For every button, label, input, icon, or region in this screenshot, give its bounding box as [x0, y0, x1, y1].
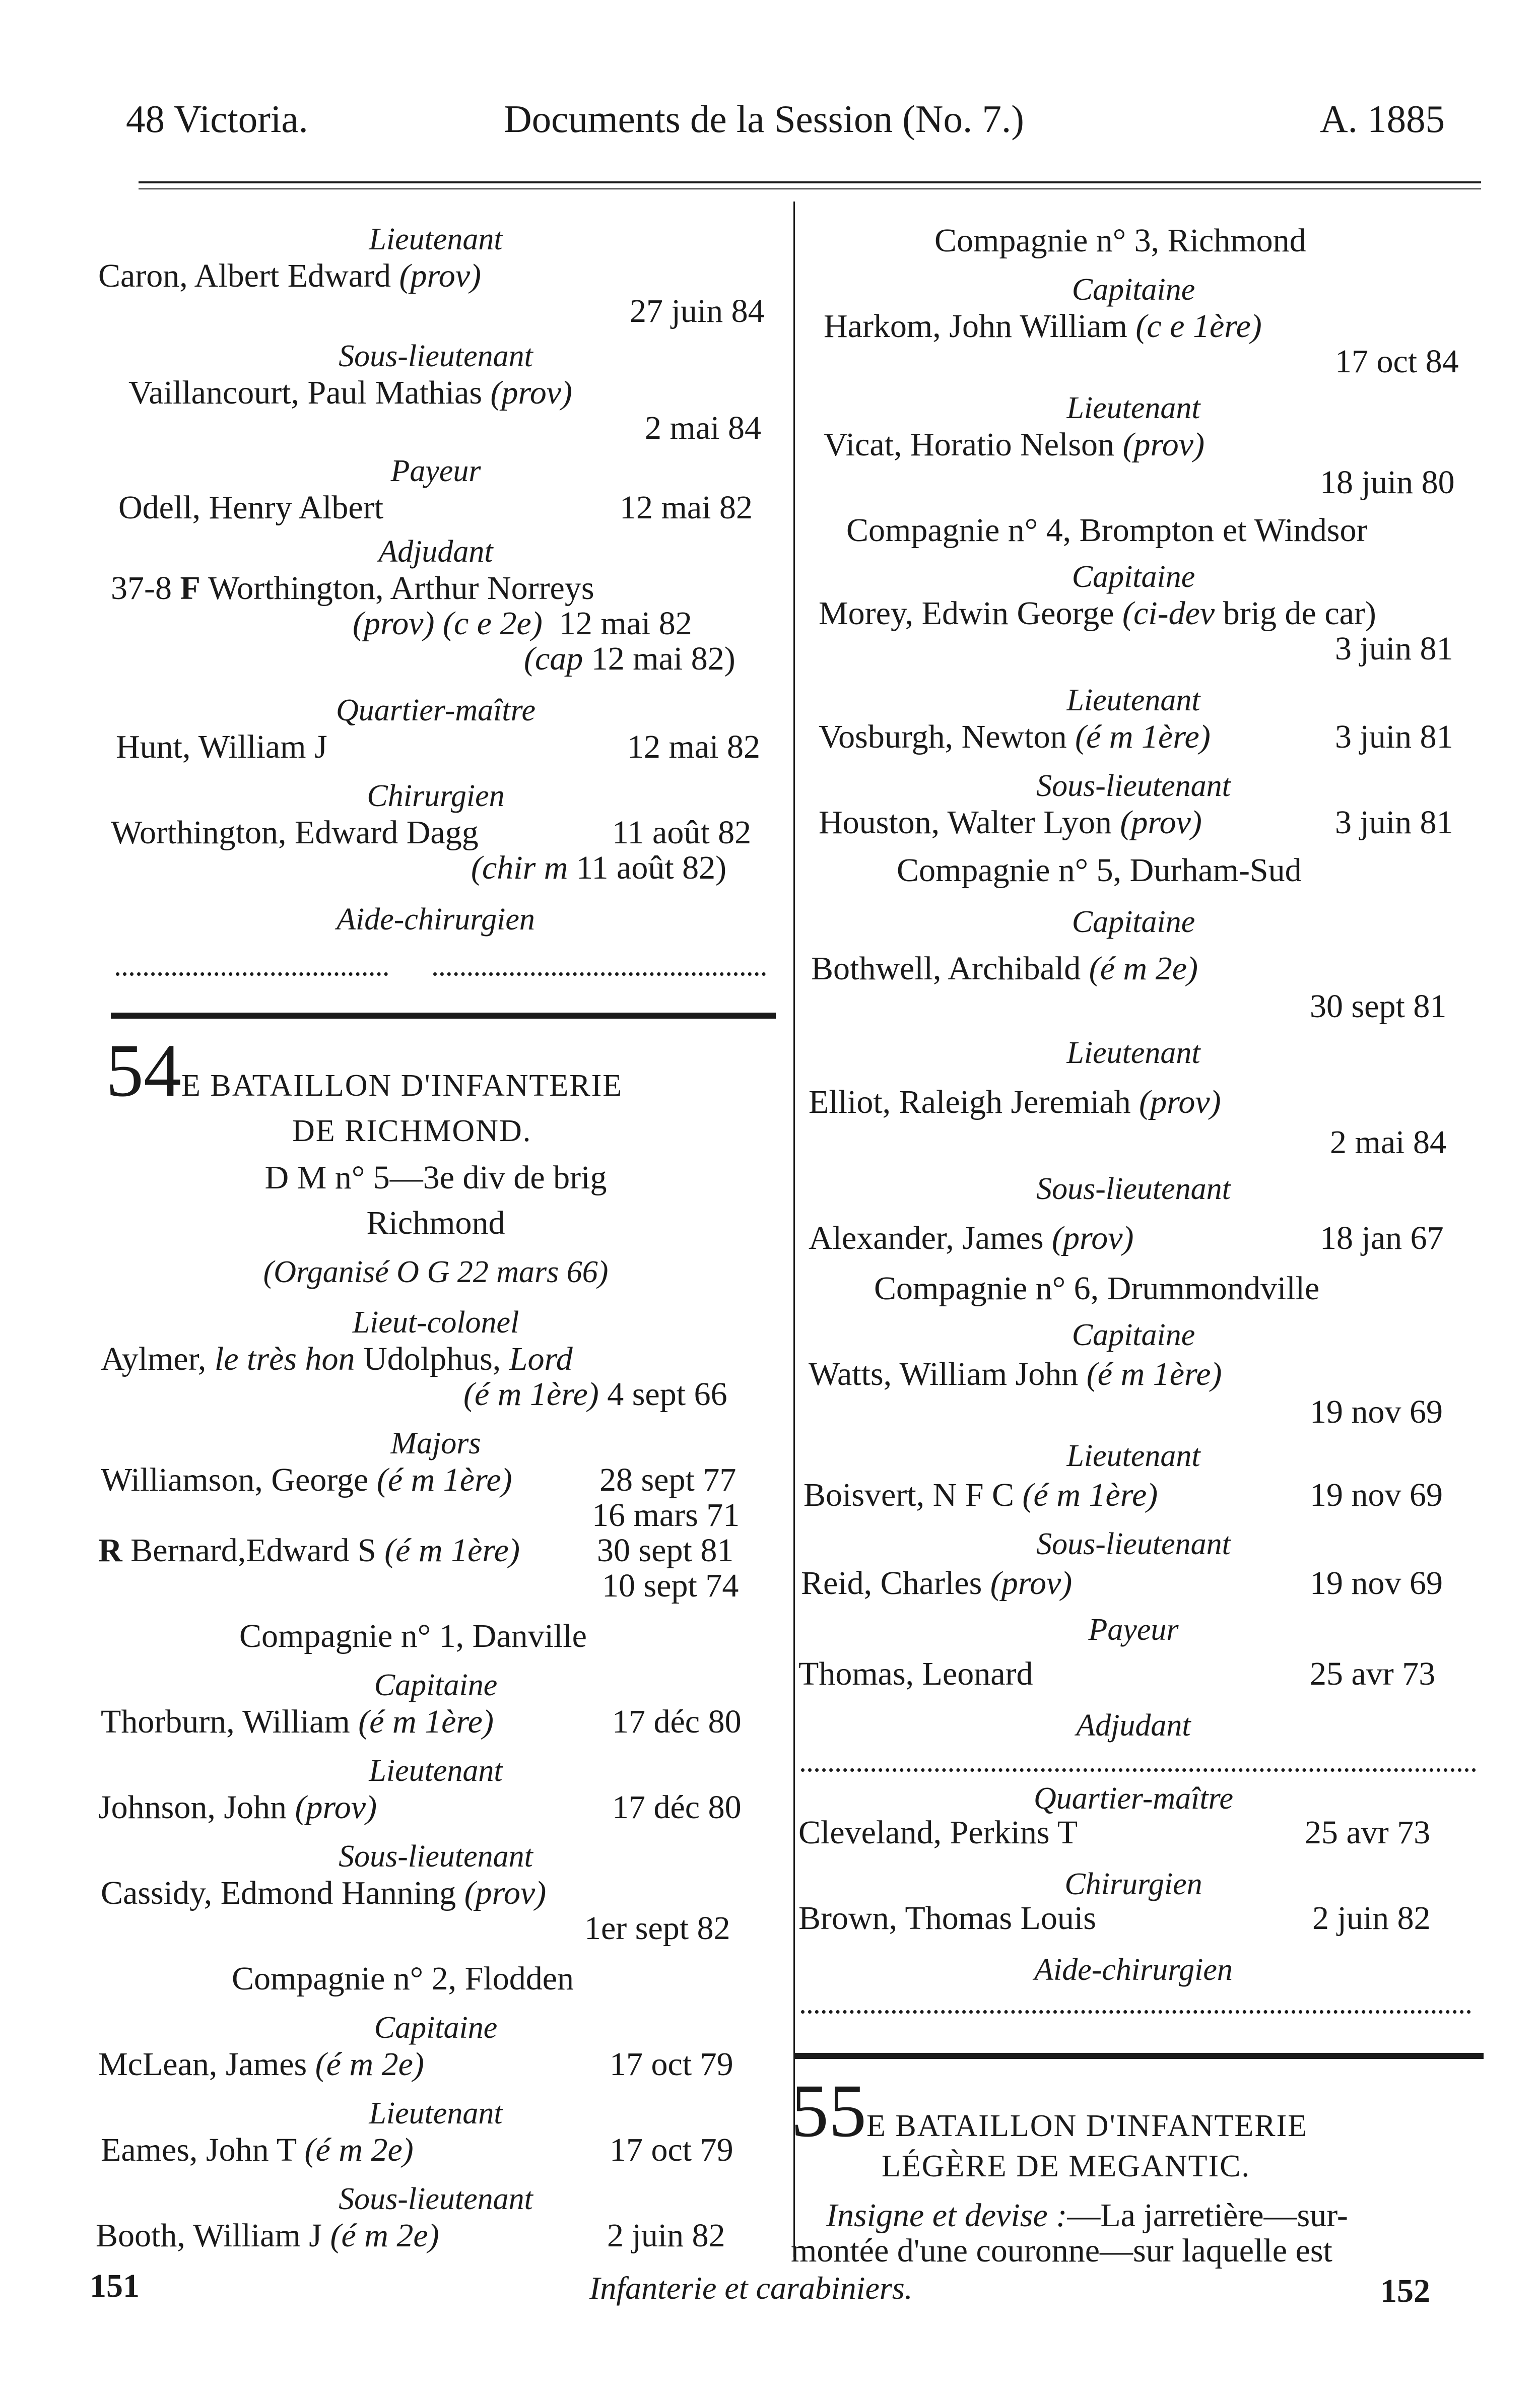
entry-date: 28 sept 77: [599, 1461, 736, 1498]
rank-title: Lieutenant: [1066, 1439, 1200, 1473]
entry-date: 16 mars 71: [592, 1497, 740, 1534]
entry-name: Cassidy, Edmond Hanning (prov): [101, 1875, 547, 1911]
insigne-line: Insigne et devise :—La jarretière—sur-: [826, 2197, 1348, 2234]
entry-date: 30 sept 81: [597, 1532, 734, 1569]
entry-name: 37-8 F Worthington, Arthur Norreys: [111, 570, 594, 607]
rank-title: Capitaine: [374, 2011, 498, 2045]
entry-date: 19 nov 69: [1310, 1565, 1443, 1602]
company-heading: Compagnie n° 3, Richmond: [934, 222, 1306, 259]
rank-title: Capitaine: [374, 1668, 498, 1702]
battalion-heading: 54E BATAILLON D'INFANTERIE: [106, 1029, 623, 1112]
entry-name: Johnson, John (prov): [98, 1789, 377, 1826]
place-line: Richmond: [366, 1205, 505, 1241]
entry-date: 17 oct 79: [610, 2046, 733, 2083]
entry-name: Brown, Thomas Louis: [798, 1900, 1096, 1937]
rank-title: Quartier-maître: [336, 693, 535, 727]
header-volume: 48 Victoria.: [126, 97, 308, 141]
company-heading: Compagnie n° 5, Durham-Sud: [897, 852, 1302, 889]
entry-date: 10 sept 74: [602, 1567, 739, 1604]
page-number-left: 151: [90, 2268, 140, 2304]
entry-name: Booth, William J (é m 2e): [96, 2217, 439, 2254]
section-rule: [793, 2053, 1484, 2059]
rank-title: Aide-chirurgien: [1034, 1953, 1233, 1987]
entry-date: 11 août 82: [612, 814, 752, 851]
entry-name: Caron, Albert Edward (prov): [98, 257, 482, 294]
entry-date: 25 avr 73: [1310, 1655, 1436, 1692]
rank-title: Sous-lieutenant: [1036, 769, 1231, 803]
entry-name: Watts, William John (é m 1ère): [809, 1356, 1222, 1392]
rank-title: Chirurgien: [367, 779, 505, 813]
company-heading: Compagnie n° 2, Flodden: [232, 1960, 574, 1997]
battalion-heading-line2: DE RICHMOND.: [292, 1114, 532, 1148]
rank-title: Majors: [390, 1426, 481, 1460]
rank-title: Payeur: [390, 454, 481, 488]
entry-date: 3 juin 81: [1335, 804, 1453, 841]
entry-date: 19 nov 69: [1310, 1477, 1443, 1513]
rank-title: Adjudant: [1076, 1708, 1191, 1743]
rank-title: Sous-lieutenant: [339, 339, 533, 373]
company-heading: Compagnie n° 1, Danville: [239, 1618, 587, 1654]
insigne-line: Infanterie et carabiniers.: [589, 2270, 913, 2306]
rank-title: Lieutenant: [369, 1754, 503, 1788]
header-rule: [139, 181, 1481, 183]
entry-name: Vicat, Horatio Nelson (prov): [824, 426, 1205, 463]
battalion-heading-line2: LÉGÈRE DE MEGANTIC.: [882, 2149, 1250, 2183]
dotted-leader: [116, 972, 388, 976]
entry-status: (chir m 11 août 82): [471, 849, 727, 886]
rank-title: Sous-lieutenant: [1036, 1527, 1231, 1561]
entry-name: Odell, Henry Albert: [118, 489, 384, 526]
header-title: Documents de la Session (No. 7.): [504, 97, 1024, 141]
insigne-line: montée d'une couronne—sur laquelle est: [791, 2232, 1332, 2269]
entry-date: 3 juin 81: [1335, 718, 1453, 755]
entry-name: Alexander, James (prov): [809, 1220, 1134, 1256]
entry-name: R Bernard,Edward S (é m 1ère): [98, 1532, 520, 1569]
page-number-right: 152: [1380, 2273, 1430, 2309]
header-year: A. 1885: [1320, 97, 1445, 141]
entry-status: (cap 12 mai 82): [524, 640, 735, 677]
entry-date: 18 jan 67: [1320, 1220, 1444, 1256]
rank-title: Lieutenant: [369, 2096, 503, 2131]
entry-date: 2 mai 84: [645, 410, 761, 446]
entry-date: 17 déc 80: [612, 1789, 742, 1826]
entry-name: Morey, Edwin George (ci-dev brig de car): [819, 595, 1376, 632]
rank-title: Lieutenant: [1066, 683, 1200, 717]
entry-date: 25 avr 73: [1305, 1814, 1431, 1851]
entry-name: Vaillancourt, Paul Mathias (prov): [128, 374, 573, 411]
dotted-leader: [801, 2010, 1471, 2014]
rank-title: Chirurgien: [1064, 1867, 1202, 1901]
entry-status: (é m 1ère) 4 sept 66: [463, 1376, 727, 1413]
rank-title: Capitaine: [1072, 560, 1195, 594]
entry-status: (prov) (c e 2e) 12 mai 82: [353, 605, 692, 642]
rank-title: Adjudant: [378, 535, 493, 569]
company-heading: Compagnie n° 6, Drummondville: [874, 1270, 1320, 1307]
entry-date: 12 mai 82: [620, 489, 753, 526]
entry-date: 3 juin 81: [1335, 630, 1453, 667]
entry-name: Hunt, William J: [116, 728, 327, 765]
rank-title: Sous-lieutenant: [1036, 1172, 1231, 1206]
rank-title: Sous-lieutenant: [339, 2182, 533, 2216]
entry-date: 2 mai 84: [1330, 1124, 1446, 1161]
rank-title: Quartier-maître: [1034, 1781, 1233, 1816]
entry-name: Bothwell, Archibald (é m 2e): [811, 950, 1198, 987]
rank-title: Sous-lieutenant: [339, 1839, 533, 1874]
entry-name: Elliot, Raleigh Jeremiah (prov): [809, 1084, 1221, 1120]
entry-name: Boisvert, N F C (é m 1ère): [804, 1477, 1158, 1513]
entry-name: Reid, Charles (prov): [801, 1565, 1073, 1602]
entry-date: 17 oct 79: [610, 2132, 733, 2168]
rank-title: Capitaine: [1072, 1318, 1195, 1352]
entry-name: Eames, John T (é m 2e): [101, 2132, 414, 2168]
organised-line: (Organisé O G 22 mars 66): [263, 1255, 609, 1289]
entry-date: 17 déc 80: [612, 1703, 742, 1740]
rank-title: Capitaine: [1072, 905, 1195, 939]
entry-date: 2 juin 82: [1312, 1900, 1431, 1937]
entry-name: Thorburn, William (é m 1ère): [101, 1703, 494, 1740]
entry-date: 1er sept 82: [584, 1910, 730, 1947]
entry-name: Houston, Walter Lyon (prov): [819, 804, 1202, 841]
entry-date: 12 mai 82: [627, 728, 760, 765]
dotted-leader: [801, 1768, 1476, 1772]
entry-date: 18 juin 80: [1320, 464, 1455, 501]
section-rule: [111, 1013, 776, 1019]
entry-date: 30 sept 81: [1310, 988, 1447, 1025]
rank-title: Aide-chirurgien: [337, 902, 535, 937]
dotted-leader: [433, 972, 766, 976]
rank-title: Lieutenant: [1066, 1036, 1200, 1070]
rank-title: Capitaine: [1072, 273, 1195, 307]
entry-name: Williamson, George (é m 1ère): [101, 1461, 512, 1498]
entry-date: 2 juin 82: [607, 2217, 725, 2254]
entry-date: 17 oct 84: [1335, 343, 1459, 380]
entry-name: McLean, James (é m 2e): [98, 2046, 424, 2083]
header-rule-thin: [139, 188, 1481, 189]
entry-name: Aylmer, le très hon Udolphus, Lord: [101, 1341, 573, 1377]
company-heading: Compagnie n° 4, Brompton et Windsor: [846, 512, 1368, 549]
rank-title: Payeur: [1088, 1613, 1179, 1647]
rank-title: Lieut-colonel: [352, 1305, 519, 1340]
entry-date: 19 nov 69: [1310, 1393, 1443, 1430]
entry-name: Cleveland, Perkins T: [798, 1814, 1078, 1851]
column-divider: [793, 202, 795, 2257]
district-line: D M n° 5—3e div de brig: [264, 1159, 607, 1196]
entry-date: 27 juin 84: [630, 293, 765, 329]
battalion-heading: 55E BATAILLON D'INFANTERIE: [791, 2069, 1308, 2153]
rank-title: Lieutenant: [1066, 391, 1200, 425]
entry-name: Vosburgh, Newton (é m 1ère): [819, 718, 1211, 755]
rank-title: Lieutenant: [369, 222, 503, 256]
entry-name: Harkom, John William (c e 1ère): [824, 308, 1262, 345]
entry-name: Worthington, Edward Dagg: [111, 814, 479, 851]
entry-name: Thomas, Leonard: [798, 1655, 1033, 1692]
